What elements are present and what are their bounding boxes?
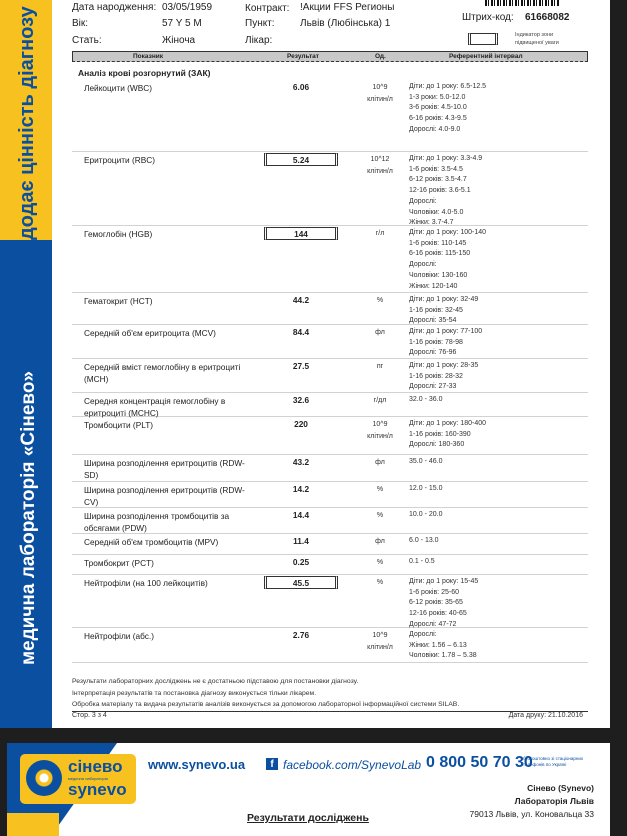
contract-value: !Акции FFS Регионы [300,2,395,13]
footer-notes [72,676,588,712]
reference-line: Дорослі: 180-360 [409,441,465,449]
website-link[interactable]: www.synevo.ua [148,757,246,772]
print-date: Дата друку: 21.10.2016 [508,712,583,719]
reference-line: 6-12 років: 3.5-4.7 [409,176,467,184]
lab-address-block [470,782,594,821]
reference-interval [409,361,478,393]
unit: 10^12 клітин/л [367,156,393,175]
unit: 10^9 клітин/л [367,632,393,651]
col-result: Результат [287,53,319,60]
reference-line: 1-3 роки: 5.0-12.0 [409,93,466,101]
reference-line: Дорослі: 4.0-9.0 [409,125,461,133]
contract-label: Контракт: [245,3,290,14]
indicator-name: Нейтрофіли (на 100 лейкоцитів) [84,578,208,588]
reference-line: Діти: до 1 року: 100-140 [409,229,487,236]
reference-line: Жінки: 3.7-4.7 [409,219,454,227]
reference-line: 1-6 років: 3.5-4.5 [409,165,463,173]
section-title: Аналіз крові розгорнутий (ЗАК) [78,68,211,78]
unit: г/л [375,230,385,237]
lab-address: 79013 Львів, ул. Коновальца 33 [469,809,594,819]
result-row [72,555,588,575]
reference-interval [409,557,435,568]
brand-corner-yellow [7,813,59,836]
indicator-name: Середній об'єм еритроцита (MCV) [84,328,216,338]
reference-line: 10.0 - 20.0 [409,511,443,518]
reference-line: 12-16 років: 40-65 [409,610,467,618]
indicator-name: Тромбокрит (PCT) [84,558,154,568]
indicator-label-line2: підвищеної уваги [515,40,559,46]
result-value: 2.76 [292,630,310,640]
reference-line: 6-12 років: 35-65 [409,599,463,607]
reference-line: Дорослі: 27-33 [409,383,457,391]
unit: % [376,579,384,586]
reference-interval [409,510,442,521]
reference-line: Діти: до 1 року: 32-49 [409,296,479,303]
result-row [72,152,588,226]
result-value: 11.4 [293,536,309,546]
reference-interval [409,327,482,359]
result-value-flagged: 45.5 [264,576,338,589]
age-value: 57 Y 5 M [162,18,202,29]
reference-line: 1-16 років: 32-45 [409,306,463,314]
hotline-phone[interactable]: 0 800 50 70 30 [426,754,533,771]
logo-text-latin: synevo [68,780,127,799]
page-number: Стор. 3 з 4 [72,712,107,719]
barcode-value: 61668082 [525,12,570,23]
reference-line: Чоловіки: 1.78 – 5.38 [409,652,477,660]
facebook-link[interactable]: facebook.com/SynevoLab [283,758,422,772]
reference-line: 1-6 років: 110-145 [409,239,467,247]
unit: 10^9 клітин/л [367,84,393,103]
result-value: 0.25 [292,557,310,567]
reference-interval [409,419,486,451]
reference-line: Чоловіки: 4.0-5.0 [409,208,464,216]
disclaimer-1: Результати лабораторних досліджень не є достатньою підставою для постановки діагнозу. [72,678,359,685]
barcode-label: Штрих-код: [462,12,514,23]
reference-interval [409,82,486,136]
reference-line: Дорослі: [409,197,437,205]
reference-interval [409,154,482,229]
reference-line: Діти: до 1 року: 15-45 [409,578,479,585]
synevo-logo [20,754,136,804]
company-name: Сінево (Synevo) [527,783,594,793]
reference-line: Діти: до 1 року: 28-35 [409,362,479,369]
point-label: Пункт: [245,18,275,29]
attention-indicator-sample [468,33,498,45]
reference-line: Діти: до 1 року: 3.3-4.9 [409,155,483,162]
indicator-name: Середня концентрація гемоглобіну в еритроциті (MCHC) [84,396,226,418]
reference-line: Діти: до 1 року: 77-100 [409,328,483,335]
result-row [72,325,588,359]
result-value: 14.4 [292,510,310,520]
result-value: 44.2 [292,295,310,305]
reference-line: 6-16 років: 4.3-9.5 [409,115,467,123]
reference-interval [409,457,442,468]
result-value: 32.6 [292,395,310,405]
reference-line: Діти: до 1 року: 180-400 [409,420,487,427]
hotline-note: безкоштовно зі стаціонарних телефонів по Україні [523,756,584,767]
birth-date-label: Дата народження: [72,2,157,13]
disclaimer-2: Інтерпретація результатів та постановка діагнозу виконується тільки лікарем. [72,689,317,697]
result-value-flagged: 5.24 [264,153,338,166]
point-value: Львів (Любінська) 1 [300,18,391,29]
result-row [72,417,588,455]
reference-interval [409,536,439,547]
result-value: 14.2 [292,484,310,494]
col-reference: Референтний інтервал [449,53,523,60]
result-value: 220 [294,419,308,429]
unit: 10^9 клітин/л [367,421,393,440]
sex-label: Стать: [72,35,102,46]
reference-line: Дорослі: 47-72 [409,620,457,628]
reference-line: 35.0 - 46.0 [409,458,443,465]
reference-line: Дорослі: [409,261,437,269]
result-value: 84.4 [292,327,310,337]
indicator-name: Тромбоцити (PLT) [84,420,154,430]
logo-text-cyrillic: сінево [68,757,123,776]
attention-indicator-label [515,31,559,47]
unit: % [376,559,384,566]
barcode-icon [485,0,560,6]
indicator-name: Середній вміст гемоглобіну в еритроциті (MCH) [84,362,241,384]
logo-subtitle: медична лабораторія [68,776,108,781]
result-row [72,534,588,555]
unit: пг [376,363,384,370]
reference-line: 1-16 років: 78-98 [409,338,463,346]
unit: % [376,297,384,304]
reference-line: 12.0 - 15.0 [409,485,443,492]
reference-line: 6-16 років: 115-150 [409,250,471,258]
indicator-name: Гемоглобін (HGB) [84,229,153,239]
indicator-name: Ширина розподілення тромбоцитів за обсягами (PDW) [84,511,230,533]
result-value-flagged: 144 [264,227,338,240]
unit: фл [375,329,385,336]
reference-interval [409,484,442,495]
reference-interval [409,577,478,631]
result-row [72,575,588,628]
disclaimer-3: Обробка матеріалу та видача результатів аналізів виконується за допомогою лабораторної інформаційної системи SILAB. [72,699,588,712]
reference-line: 12-16 років: 3.6-5.1 [409,187,471,195]
reference-line: 3-6 років: 4.5-10.0 [409,104,467,112]
side-slogan: додає цінність діагнозу [16,6,38,240]
reference-line: Дорослі: 35-54 [409,317,457,325]
result-value: 6.06 [292,82,310,92]
reference-line: Жінки: 120-140 [409,282,458,290]
indicator-name: Еритроцити (RBC) [84,155,155,165]
brand-side-band [0,0,52,728]
result-value: 43.2 [292,457,310,467]
next-page-letterhead [7,743,610,836]
result-row [72,80,588,152]
unit: г/дл [373,397,387,404]
result-row [72,359,588,393]
reference-interval [409,228,486,292]
reference-interval [409,395,442,406]
reference-line: Діти: до 1 року: 6.5-12.5 [409,83,487,90]
reference-line: Чоловіки: 130-160 [409,271,468,279]
facebook-icon: f [266,758,278,770]
unit: % [376,486,384,493]
reference-line: Жінки: 1.56 – 6.13 [409,641,467,649]
reference-line: Дорослі: [409,631,437,638]
col-unit: Од. [375,53,386,60]
reference-line: 1-16 років: 160-390 [409,430,471,438]
lab-name: Лабораторія Львів [514,796,594,806]
doctor-label: Лікар: [245,35,273,46]
unit: % [376,512,384,519]
col-indicator: Показник [133,53,163,60]
result-row [72,226,588,293]
indicator-name: Лейкоцити (WBC) [84,83,153,93]
reference-line: Дорослі: 76-96 [409,349,457,357]
result-row [72,393,588,417]
indicator-name: Середній об'єм тромбоцитів (MPV) [84,537,219,547]
reference-line: 1-6 років: 25-60 [409,588,459,596]
indicator-name: Ширина розподілення еритроцитів (RDW-CV) [84,485,245,507]
result-row [72,293,588,325]
flower-logo-icon [26,760,62,796]
reference-line: 0.1 - 0.5 [409,558,435,565]
reference-interval [409,630,477,662]
results-table-header [72,51,588,62]
result-row [72,482,588,508]
results-title: Результати досліджень [247,812,369,824]
reference-line: 1-16 років: 28-32 [409,372,463,380]
reference-line: 32.0 - 36.0 [409,396,443,403]
unit: фл [375,538,385,545]
side-lab-name: медична лабораторія «Сінево» [18,371,39,665]
indicator-name: Ширина розподілення еритроцитів (RDW-SD) [84,458,245,480]
reference-line: 6.0 - 13.0 [409,537,439,544]
indicator-name: Гематокрит (HCT) [84,296,153,306]
result-row [72,628,588,663]
reference-interval [409,295,478,327]
birth-date-value: 03/05/1959 [162,2,213,13]
result-value: 27.5 [292,361,310,371]
indicator-label-line1: Індикатор зони [515,32,554,38]
result-row [72,455,588,482]
sex-value: Жіноча [162,35,196,46]
age-label: Вік: [72,18,89,29]
unit: фл [375,459,385,466]
result-row [72,508,588,534]
indicator-name: Нейтрофіли (абс.) [84,631,154,641]
